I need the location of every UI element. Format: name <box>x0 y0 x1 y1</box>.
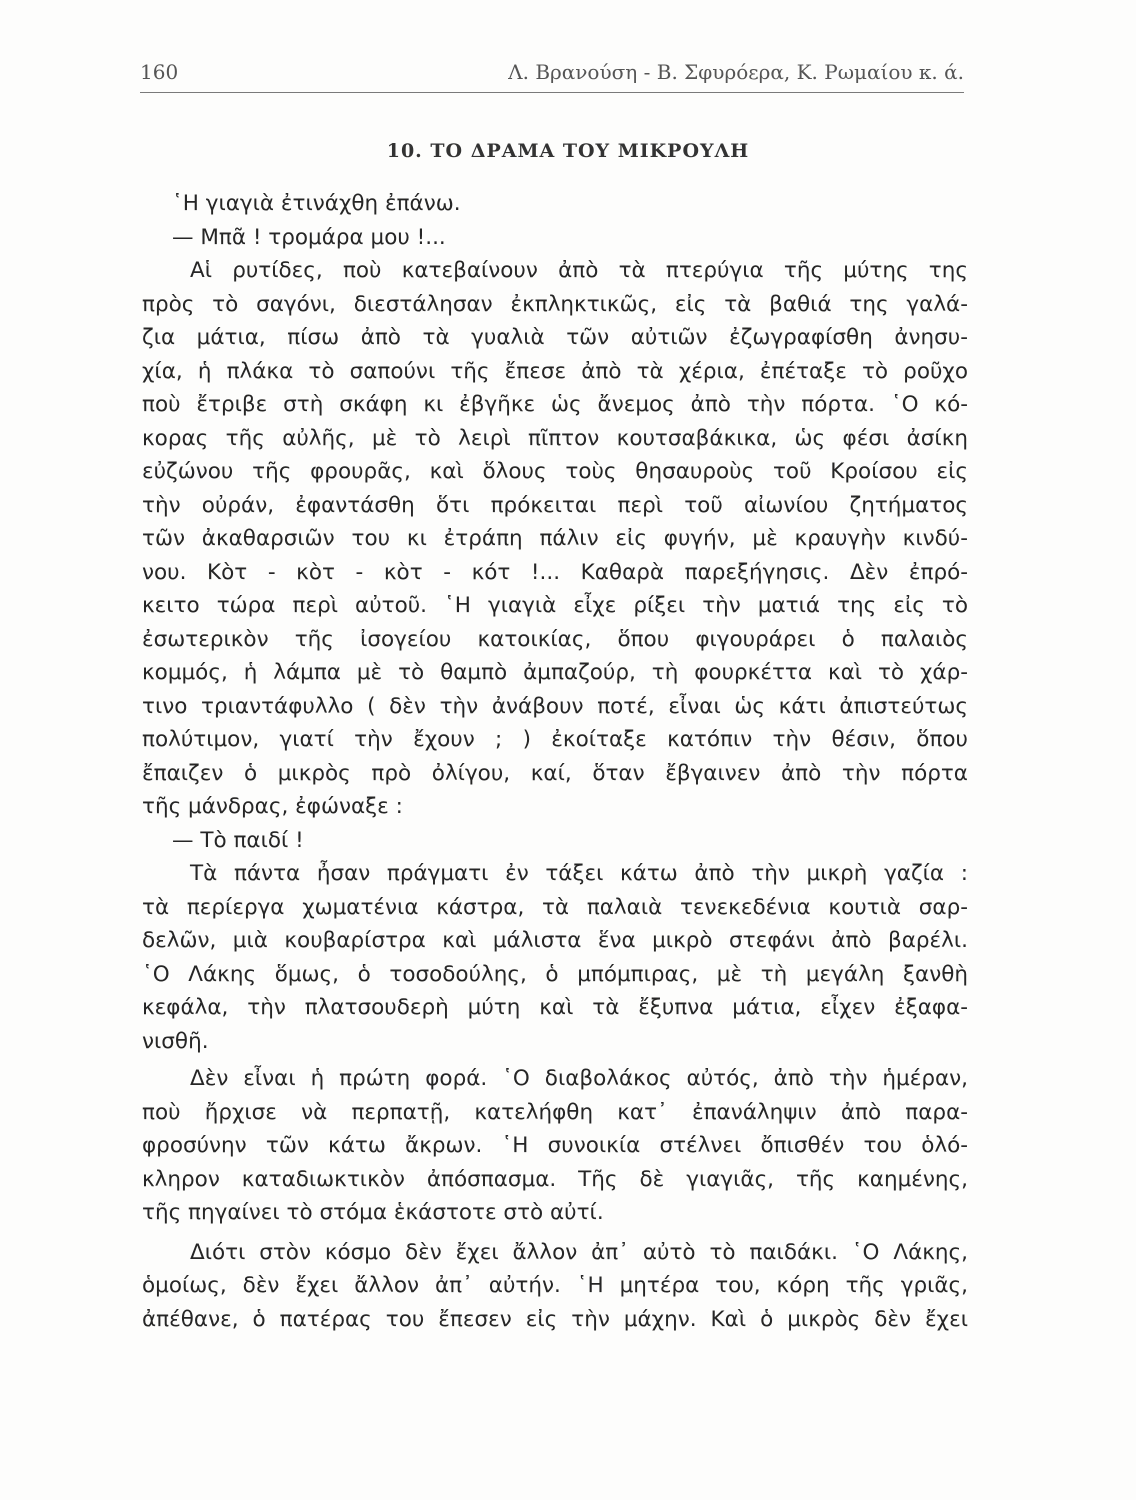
text-line: κληρον καταδιωκτικὸν ἀπόσπασμα. Τῆς δὲ γιαγιᾶς, τῆς καημένης, <box>142 1166 968 1192</box>
text-line: ποὺ ἤρχισε νὰ περπατῇ, κατελήφθη κατ᾽ ἐπανάληψιν ἀπὸ παρα- <box>142 1099 968 1125</box>
text-line: νου. Κὸτ - κὸτ - κὸτ - κότ !... Καθαρὰ παρεξήγησις. Δὲν ἐπρό- <box>142 559 968 585</box>
text-line: πολύτιμον, γιατί τὴν ἔχουν ; ) ἐκοίταξε κατόπιν τὴν θέσιν, ὅπου <box>142 727 968 752</box>
text-line: ὁμοίως, δὲν ἔχει ἄλλον ἀπ᾽ αὐτήν. ῾Η μητέρα του, κόρη τῆς γριᾶς, <box>142 1273 968 1298</box>
text-line: ζια μάτια, πίσω ἀπὸ τὰ γυαλιὰ τῶν αὐτιῶν ἐζωγραφίσθη ἀνησυ- <box>142 325 968 350</box>
text-line: κορας τῆς αὐλῆς, μὲ τὸ λειρὶ πῖπτον κουτσαβάκικα, ὡς φέσι ἀσίκη <box>142 425 968 451</box>
page-header <box>140 58 964 88</box>
text-line: κεφάλα, τὴν πλατσουδερὴ μύτη καὶ τὰ ἔξυπνα μάτια, εἶχεν ἐξαφα- <box>142 995 968 1020</box>
text-line: — Τὸ παιδί ! <box>172 827 304 853</box>
text-line: νισθῆ. <box>142 1028 209 1054</box>
text-line: ἐσωτερικὸν τῆς ἰσογείου κατοικίας, ὅπου φιγουράρει ὁ παλαιὸς <box>142 626 968 652</box>
text-line: κομμός, ἡ λάμπα μὲ τὸ θαμπὸ ἀμπαζούρ, τὴ φουρκέττα καὶ τὸ χάρ- <box>142 660 968 685</box>
running-head: Λ. Βρανούση - Β. Σφυρόερα, Κ. Ρωμαίου κ. ά. <box>508 60 964 84</box>
text-line: Τὰ πάντα ἦσαν πράγματι ἐν τάξει κάτω ἀπὸ τὴν μικρὴ γαζία : <box>190 861 968 886</box>
text-line: τῆς μάνδρας, ἐφώναξε : <box>142 794 403 819</box>
text-line: Δὲν εἶναι ἡ πρώτη φορά. ῾Ο διαβολάκος αὐτός, ἀπὸ τὴν ἡμέραν, <box>190 1066 968 1091</box>
text-line: φροσύνην τῶν κάτω ἄκρων. ῾Η συνοικία στέλνει ὄπισθέν του ὁλό- <box>142 1133 968 1158</box>
header-rule <box>140 92 964 93</box>
text-line: ἀπέθανε, ὁ πατέρας του ἔπεσεν εἰς τὴν μάχην. Καὶ ὁ μικρὸς δὲν ἔχει <box>142 1306 968 1332</box>
text-line: Διότι στὸν κόσμο δὲν ἔχει ἄλλον ἀπ᾽ αὐτὸ τὸ παιδάκι. ῾Ο Λάκης, <box>190 1239 968 1265</box>
text-line: τῶν ἀκαθαρσιῶν του κι ἐτράπη πάλιν εἰς φυγήν, μὲ κραυγὴν κινδύ- <box>142 526 968 551</box>
text-line: τινο τριαντάφυλλο ( δὲν τὴν ἀνάβουν ποτέ, εἶναι ὡς κάτι ἀπιστεύτως <box>142 693 968 719</box>
text-line: κειτο τώρα περὶ αὐτοῦ. ῾Η γιαγιὰ εἶχε ρίξει τὴν ματιά της εἰς τὸ <box>142 593 968 618</box>
chapter-title: 10. ΤΟ ΔΡΑΜΑ ΤΟΥ ΜΙΚΡΟΥΛΗ <box>386 140 750 162</box>
text-line: εὐζώνου τῆς φρουρᾶς, καὶ ὅλους τοὺς θησαυροὺς τοῦ Κροίσου εἰς <box>142 459 968 484</box>
text-line: πρὸς τὸ σαγόνι, διεστάλησαν ἐκπληκτικῶς, εἰς τὰ βαθιά της γαλά- <box>142 291 968 317</box>
text-line: τῆς πηγαίνει τὸ στόμα ἑκάστοτε στὸ αὐτί. <box>142 1200 604 1225</box>
body-text <box>142 187 968 1336</box>
text-line: Αἱ ρυτίδες, ποὺ κατεβαίνουν ἀπὸ τὰ πτερύγια τῆς μύτης της <box>190 258 968 283</box>
text-line: τὴν οὐράν, ἐφαντάσθη ὅτι πρόκειται περὶ τοῦ αἰωνίου ζητήματος <box>142 492 968 518</box>
text-line: ἔπαιζεν ὁ μικρὸς πρὸ ὀλίγου, καί, ὅταν ἔβγαινεν ἀπὸ τὴν πόρτα <box>142 760 968 786</box>
text-line: χία, ἡ πλάκα τὸ σαπούνι τῆς ἔπεσε ἀπὸ τὰ χέρια, ἐπέταξε τὸ ροῦχο <box>142 358 968 384</box>
text-line: τὰ περίεργα χωματένια κάστρα, τὰ παλαιὰ τενεκεδένια κουτιὰ σαρ- <box>142 894 968 920</box>
text-line: ῾Ο Λάκης ὅμως, ὁ τοσοδούλης, ὁ μπόμπιρας, μὲ τὴ μεγάλη ξανθὴ <box>142 961 968 987</box>
text-line: — Μπᾶ ! τρομάρα μου !... <box>172 224 446 250</box>
text-line: δελῶν, μιὰ κουβαρίστρα καὶ μάλιστα ἕνα μικρὸ στεφάνι ἀπὸ βαρέλι. <box>142 928 968 953</box>
page-number: 160 <box>140 60 179 84</box>
text-line: ποὺ ἔτριβε στὴ σκάφη κι ἐβγῆκε ὡς ἄνεμος ἀπὸ τὴν πόρτα. ῾Ο κό- <box>142 392 968 417</box>
text-line: ῾Η γιαγιὰ ἐτινάχθη ἐπάνω. <box>172 191 461 216</box>
